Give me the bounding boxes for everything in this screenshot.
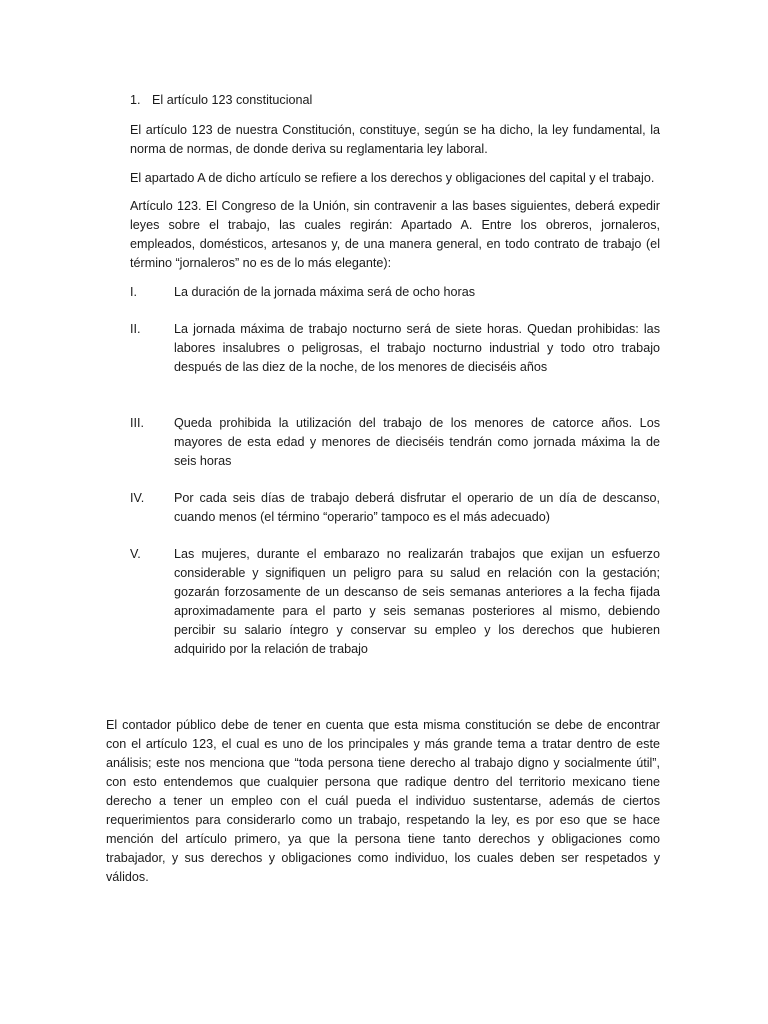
paragraph-article-text: Artículo 123. El Congreso de la Unión, sin contravenir a las bases siguientes, deberá expedir leyes sobre el trabajo, las cuales regirán: Apartado A. Entre los obreros, jornaleros, empleados, domésticos, artesanos y, de una manera general, en todo contrato de trabajo (el término “jornaleros” no es de lo más elegante): [130, 199, 660, 270]
paragraph-closing: El contador público debe de tener en cuenta que esta misma constitución se debe de encontrar con el artículo 123, el cual es uno de los principales y más grande tema a tratar dentro de este análisis; este nos menciona que “toda persona tiene derecho al trabajo digno y socialmente útil”, con esto entendemos que cualquier persona que radique dentro del territorio mexicano tiene derecho a tener un empleo con el cuál pueda el individuo sustentarse, además de ciertos requerimientos para considerarlo como un trabajo, respetando la ley, es por eso que se hace mención del artículo primero, ya que la persona tiene tanto derechos y obligaciones como trabajador, y sus derechos y obligaciones como individuo, los cuales deben ser respetados y válidos. [106, 718, 660, 884]
list-numeral: III. [130, 416, 144, 430]
list-item-text: La duración de la jornada máxima será de ocho horas [174, 285, 476, 299]
list-item-text: Las mujeres, durante el embarazo no realizarán trabajos que exijan un esfuerzo considerable y signifiquen un peligro para su salud en relación con la gestación; gozarán forzosamente de un descanso de seis semanas anteriores a la fecha fijada aproximadamente para el parto y seis semanas posteriores al mismo, debiendo percibir su salario íntegro y conservar su empleo y los derechos que hubieren adquirido por la relación de trabajo [174, 547, 660, 656]
list-numeral: I. [130, 285, 137, 299]
section-title: El artículo 123 constitucional [152, 93, 313, 107]
paragraph-apartado: El apartado A de dicho artículo se refiere a los derechos y obligaciones del capital y el trabajo. [130, 171, 655, 185]
list-item-text: La jornada máxima de trabajo nocturno será de siete horas. Quedan prohibidas: las labores insalubres o peligrosas, el trabajo nocturno industrial y todo otro trabajo después de las diez de la noche, de los menores de dieciséis años [174, 322, 660, 374]
list-numeral: II. [130, 322, 141, 336]
list-numeral: IV. [130, 491, 145, 505]
section-number: 1. [130, 93, 141, 107]
list-item-text: Queda prohibida la utilización del trabajo de los menores de catorce años. Los mayores de esta edad y menores de dieciséis tendrán como jornada máxima la de seis horas [174, 416, 660, 468]
list-item-text: Por cada seis días de trabajo deberá disfrutar el operario de un día de descanso, cuando menos (el término “operario” tampoco es el más adecuado) [174, 491, 660, 524]
paragraph-intro: El artículo 123 de nuestra Constitución, constituye, según se ha dicho, la ley fundamental, la norma de normas, de donde deriva su reglamentaria ley laboral. [130, 123, 660, 156]
section-heading [130, 91, 670, 110]
list-numeral: V. [130, 547, 141, 561]
